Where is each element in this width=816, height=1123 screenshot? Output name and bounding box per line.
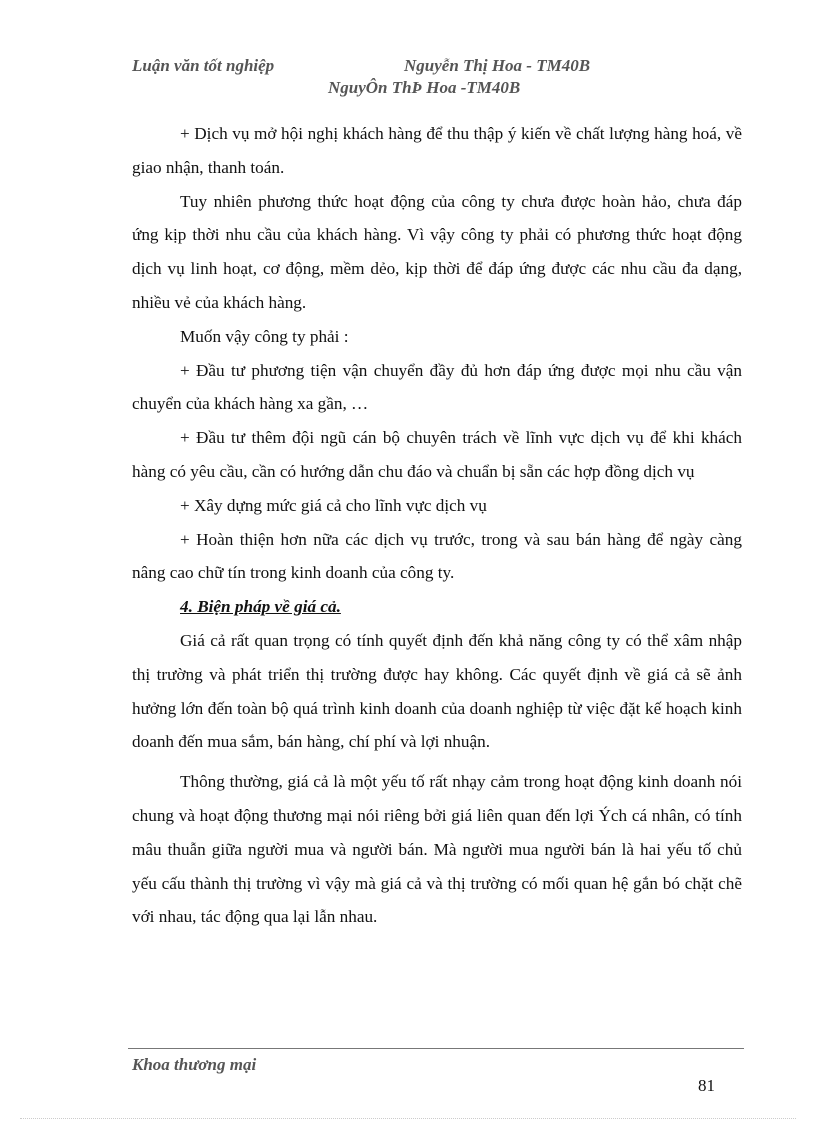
paragraph: + Đầu tư thêm đội ngũ cán bộ chuyên trách về lĩnh vực dịch vụ để khi khách hàng có yêu cầu, cần có hướng dẫn chu đáo và chuẩn bị sẵn các hợp đồng dịch vụ <box>132 428 742 481</box>
footer-department: Khoa thương mại <box>132 1055 257 1074</box>
paragraph: + Đầu tư phương tiện vận chuyển đầy đủ hơn đáp ứng được mọi nhu cầu vận chuyển của khách hàng xa gần, … <box>132 360 742 414</box>
paragraph: Muốn vậy công ty phải : <box>180 326 349 346</box>
page-number: 81 <box>698 1076 715 1095</box>
page-bottom-divider <box>20 1118 796 1119</box>
section-heading <box>132 590 742 624</box>
section-heading-text: 4. Biện pháp về giá cả. <box>180 597 341 617</box>
header-author-garbled: NguyÔn ThÞ Hoa -TM40B <box>328 78 521 97</box>
paragraph: + Xây dựng mức giá cả cho lĩnh vực dịch vụ <box>180 495 487 515</box>
header-thesis-label: Luận văn tốt nghiệp <box>132 56 275 75</box>
paragraph: Thông thường, giá cả là một yếu tố rất nhạy cảm trong hoạt động kinh doanh nói chung và hoạt động thương mại nói riêng bởi giá liên quan đến lợi Ých cá nhân, có tính mâu thuẫn giữa người mua và người bán. Mà người mua người bán là hai yếu tố chủ yếu cấu thành thị trường vì vậy mà giá cả và thị trường có mối quan hệ gắn bó chặt chẽ với nhau, tác động qua lại lẫn nhau. <box>132 772 742 927</box>
paragraph: + Hoàn thiện hơn nữa các dịch vụ trước, trong và sau bán hàng để ngày càng nâng cao chữ tín trong kinh doanh của công ty. <box>132 529 742 583</box>
footer-rule <box>128 1048 744 1049</box>
paragraph: + Dịch vụ mở hội nghị khách hàng để thu thập ý kiến về chất lượng hàng hoá, về giao nhận, thanh toán. <box>132 124 742 177</box>
paragraph: Tuy nhiên phương thức hoạt động của công ty chưa được hoàn hảo, chưa đáp ứng kịp thời nhu cầu của khách hàng. Vì vậy công ty phải có phương thức hoạt động dịch vụ linh hoạt, cơ động, mềm dẻo, kịp thời để đáp ứng được các nhu cầu đa dạng, nhiều vẻ của khách hàng. <box>132 191 742 312</box>
paragraph: Giá cả rất quan trọng có tính quyết định đến khả năng công ty có thể xâm nhập thị trường và phát triển thị trường được hay không. Các quyết định về giá cả sẽ ảnh hưởng lớn đến toàn bộ quá trình kinh doanh của doanh nghiệp từ việc đặt kế hoạch kinh doanh đến mua sắm, bán hàng, chí phí và lợi nhuận. <box>132 630 742 752</box>
header-author: Nguyễn Thị Hoa - TM40B <box>404 56 591 75</box>
document-body <box>132 117 742 934</box>
